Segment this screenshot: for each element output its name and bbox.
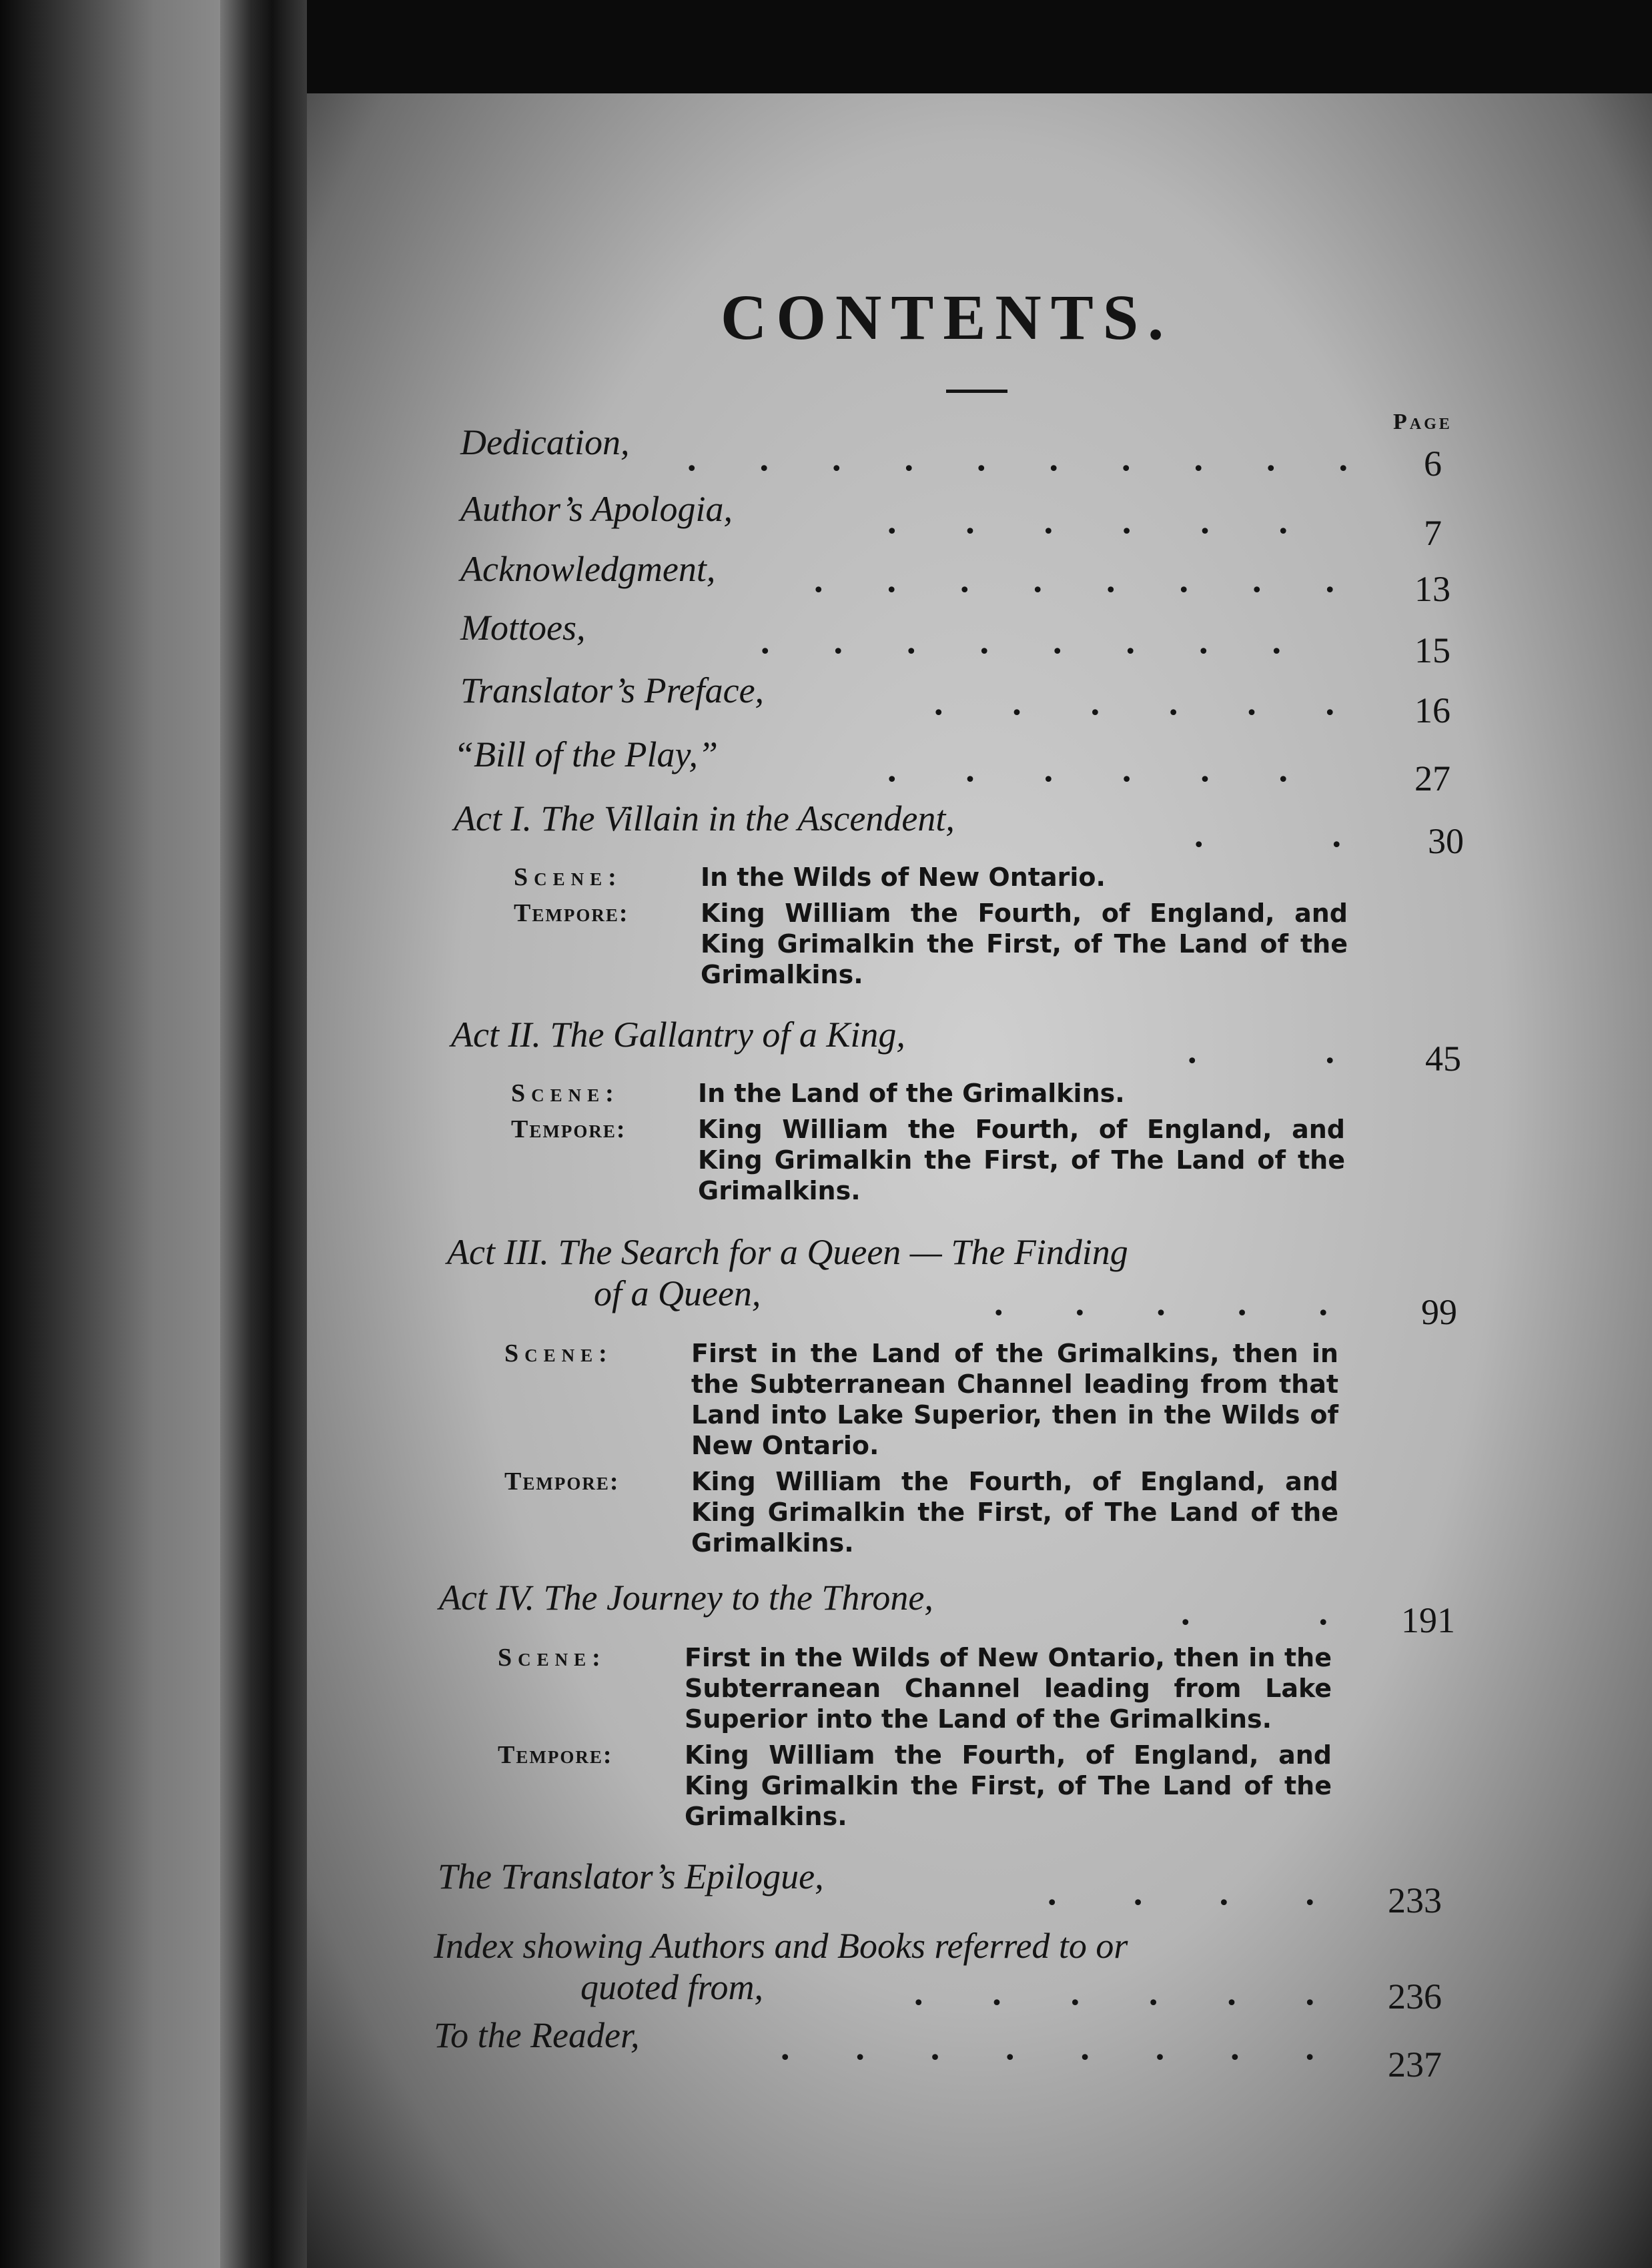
toc-entry-label: Acknowledgment, [460,549,716,589]
scene-row [511,1078,1345,1109]
toc-entry-label: Dedication, [460,422,630,462]
toc-entry-label: Act IV. The Journey to the Throne, [439,1578,933,1618]
toc-page-number: 27 [1414,758,1451,798]
tempore-text: King William the Fourth, of England, and King Grimalkin the First, of The Land of the Grimalkins. [698,1115,1345,1205]
tempore-row [514,898,1348,990]
scene-text: First in the Land of the Grimalkins, then in the Subterranean Channel leading from that Land into Lake Superior, then in the Wilds of New Ontario. [691,1339,1338,1460]
leader-dots: . . . . . . [914,1972,1314,2013]
tempore-row [498,1740,1332,1832]
toc-page-number: 16 [1414,690,1451,730]
leader-dots: . . . . . . . . [761,621,1281,661]
act-3-details [504,1338,1338,1564]
tempore-row [504,1466,1338,1558]
tempore-row [511,1114,1345,1206]
toc-entry-label: Translator’s Preface, [460,670,765,710]
toc-page-number: 7 [1424,513,1442,553]
toc-page-number: 45 [1425,1039,1461,1079]
page-title: CONTENTS. [721,281,1174,353]
toc-page-number: 191 [1401,1600,1455,1640]
act-4-details [498,1642,1332,1837]
scene-label: Scene: [514,863,623,891]
toc-page-number: 30 [1428,821,1464,861]
leader-dots: . . . . . . . . [814,560,1334,600]
toc-entry-label: The Translator’s Epilogue, [438,1856,824,1896]
leader-dots: . . . . . . . . . . [687,438,1348,478]
toc-page-number: 13 [1414,569,1451,609]
scene-text: In the Land of the Grimalkins. [698,1079,1125,1108]
leader-dots: . . . . . . [887,749,1288,789]
scene-text: First in the Wilds of New Ontario, then in the Subterranean Channel leading from Lake Superior into the Land of the Grimalkins. [685,1643,1332,1734]
toc-page-number: 233 [1388,1880,1442,1920]
tempore-label: Tempore: [498,1741,613,1769]
scene-label: Scene: [511,1079,620,1107]
page-column-header: Page [1393,410,1453,434]
toc-page-number: 236 [1388,1976,1442,2017]
toc-entry-label: Act I. The Villain in the Ascendent, [454,798,955,838]
toc-page-number: 6 [1424,444,1442,484]
toc-entry-label: Mottoes, [460,608,586,648]
tempore-text: King William the Fourth, of England, and King Grimalkin the First, of The Land of the Grimalkins. [691,1467,1338,1558]
leader-dots: . . [1181,1592,1328,1632]
leader-dots: . . [1188,1031,1334,1071]
scene-label: Scene: [498,1644,606,1672]
leader-dots: . . . . [1048,1872,1314,1912]
toc-entry-label-line-2: of a Queen, [594,1273,761,1313]
leader-dots: . . . . . . [934,682,1334,722]
leader-dots: . . . . . . . . [781,2027,1314,2067]
scene-row [498,1642,1332,1734]
toc-entry-label-line-1: Act III. The Search for a Queen — The Finding [447,1232,1128,1272]
toc-entry-label-line-2: quoted from, [580,1967,763,2007]
act-2-details [511,1078,1345,1211]
tempore-label: Tempore: [514,899,629,927]
toc-entry-label: Author’s Apologia, [460,489,733,529]
toc-page-number: 15 [1414,630,1451,670]
toc-page-number: 237 [1388,2045,1442,2085]
toc-entry-label: Act II. The Gallantry of a King, [451,1015,905,1055]
scene-text: In the Wilds of New Ontario. [701,863,1106,892]
leader-dots: . . . . . [994,1283,1328,1323]
toc-entry-label: To the Reader, [434,2015,640,2055]
toc-entry-label-line-1: Index showing Authors and Books referred to or [434,1926,1128,1966]
toc-entry-label: “Bill of the Play,” [454,734,719,774]
toc-page-number: 99 [1421,1292,1457,1332]
act-1-details [514,862,1348,995]
scene-label: Scene: [504,1339,613,1367]
scene-row [504,1338,1338,1461]
scene-row [514,862,1348,893]
leader-dots: . . [1194,814,1341,855]
tempore-text: King William the Fourth, of England, and King Grimalkin the First, of The Land of the Grimalkins. [701,899,1348,989]
tempore-label: Tempore: [504,1468,620,1496]
tempore-text: King William the Fourth, of England, and King Grimalkin the First, of The Land of the Grimalkins. [685,1740,1332,1831]
leader-dots: . . . . . . [887,501,1288,541]
tempore-label: Tempore: [511,1115,627,1143]
